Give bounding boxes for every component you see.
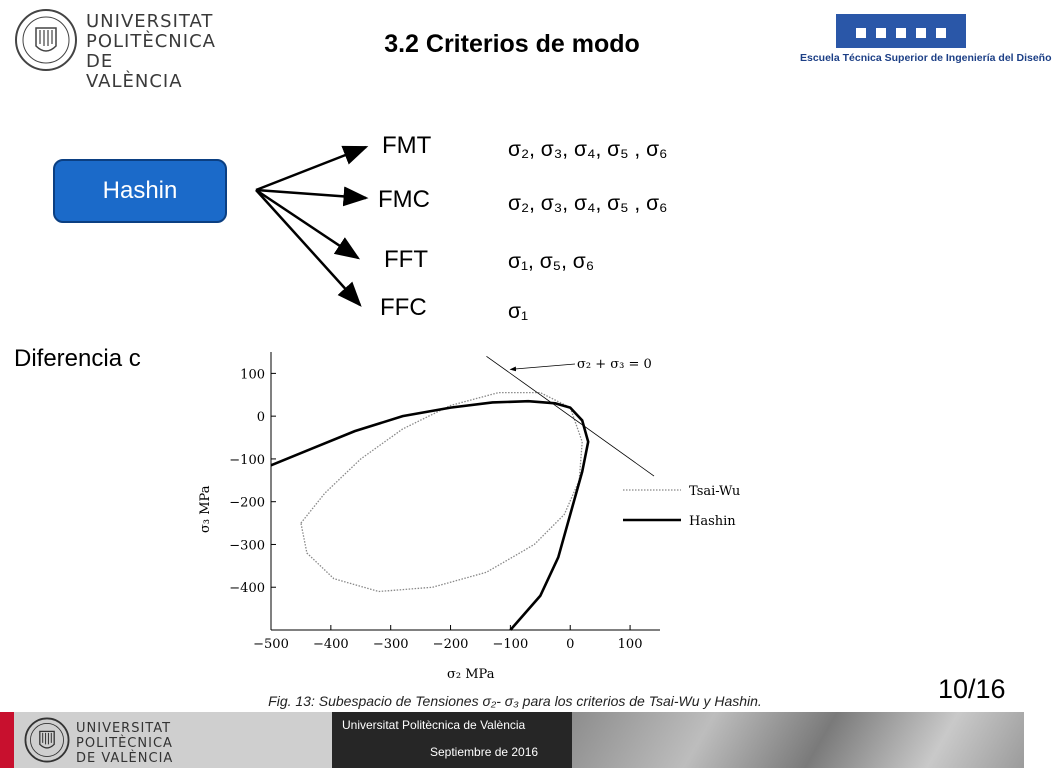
stress-subspace-plot <box>185 338 745 688</box>
x-tick-label: −200 <box>432 637 469 652</box>
arrow-fmc <box>256 190 366 198</box>
footer-university: Universitat Politècnica de València <box>342 718 526 732</box>
stress-list-fft: σ₁, σ₅, σ₆ <box>508 250 595 273</box>
legend <box>623 484 740 529</box>
x-tick-label: −400 <box>312 637 349 652</box>
x-tick-label: 0 <box>566 637 575 652</box>
difference-heading: Diferencia c <box>14 345 141 372</box>
arrow-fmt <box>256 147 366 190</box>
y-tick-label: 0 <box>256 410 265 426</box>
slide-title: 3.2 Criterios de modo <box>384 30 640 58</box>
x-tick-label: −100 <box>492 637 529 652</box>
stress-list-fmc: σ₂, σ₃, σ₄, σ₅ , σ₆ <box>508 192 668 215</box>
stress-list-ffc: σ₁ <box>508 300 529 323</box>
footer-logo-line-3: DE VALÈNCIA <box>76 751 174 766</box>
mode-label-fmt: FMT <box>382 132 432 159</box>
y-tick-label: −100 <box>229 452 265 468</box>
footer-logo-line-1: UNIVERSITAT <box>76 721 172 736</box>
y-tick-label: −400 <box>229 581 265 597</box>
x-tick-label: −500 <box>253 637 289 652</box>
legend-label: Hashin <box>689 514 736 529</box>
upv-logo-footer <box>24 715 194 765</box>
footer-logo-line-2: POLITÈCNICA <box>76 736 173 751</box>
y-tick-label: −200 <box>229 495 265 511</box>
annotation-line <box>486 356 654 476</box>
etsid-name: Escuela Técnica Superior de Ingeniería del Diseño <box>800 52 1052 64</box>
series-line-tsai-wu <box>301 393 582 592</box>
mode-label-fft: FFT <box>384 246 428 273</box>
logo-line-3: DE VALÈNCIA <box>86 51 183 92</box>
y-tick-label: −300 <box>229 538 265 554</box>
footer-texture <box>570 712 1024 768</box>
footer-date: Septiembre de 2016 <box>430 745 539 759</box>
x-axis-label: σ₂ MPa <box>447 667 495 682</box>
logo-line-2: POLITÈCNICA <box>86 31 216 52</box>
mode-label-ffc: FFC <box>380 294 427 321</box>
hashin-box: Hashin <box>53 159 227 223</box>
legend-label: Tsai-Wu <box>689 484 741 499</box>
x-tick-label: −300 <box>372 637 409 652</box>
footer-red-strip <box>0 712 14 768</box>
stress-list-fmt: σ₂, σ₃, σ₄, σ₅ , σ₆ <box>508 138 668 161</box>
y-tick-label: 100 <box>240 367 265 383</box>
page-number: 10/16 <box>938 674 1006 704</box>
logo-line-1: UNIVERSITAT <box>86 11 214 32</box>
mode-label-fmc: FMC <box>378 186 430 213</box>
footer <box>0 712 1024 768</box>
annotation-label: σ₂ + σ₃ = 0 <box>577 357 652 372</box>
x-tick-label: 100 <box>617 637 643 652</box>
figure-caption: Fig. 13: Subespacio de Tensiones σ₂- σ₃ para los criterios de Tsai-Wu y Hashin. <box>268 693 762 709</box>
y-axis-label: σ₃ MPa <box>198 485 213 533</box>
series-line-hashin <box>271 401 588 630</box>
upv-seal-icon <box>24 717 70 763</box>
annotation-arrow <box>510 364 575 369</box>
